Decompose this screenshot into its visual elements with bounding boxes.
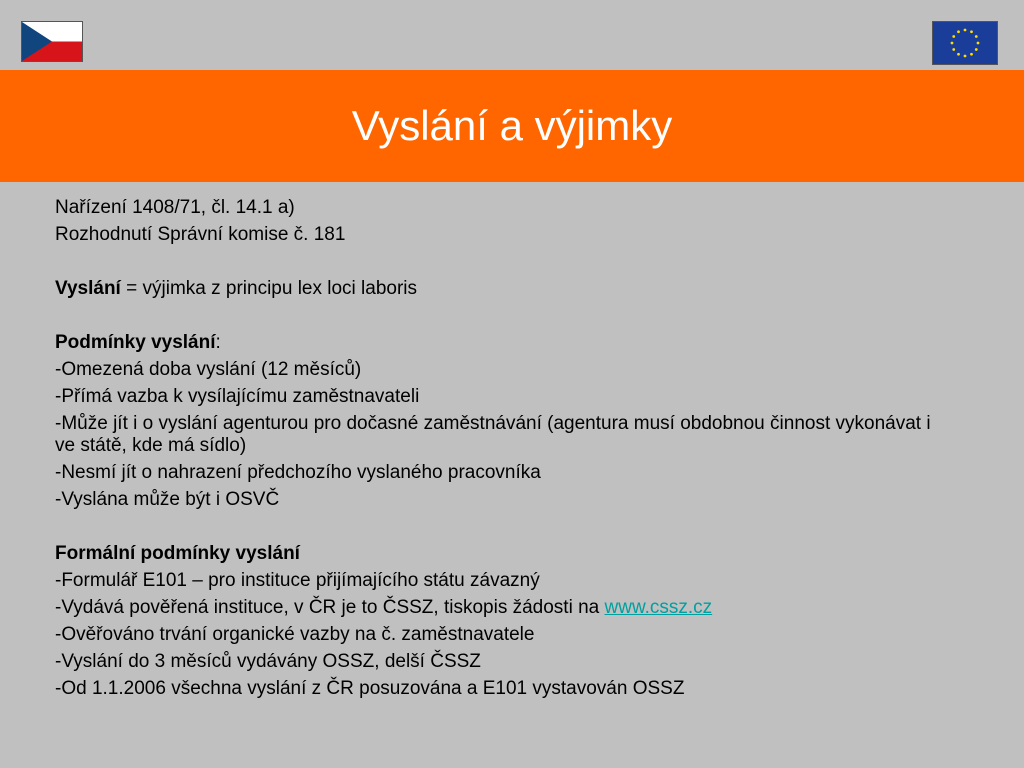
eu-stars-graphic [933,22,997,64]
list-item: -Vyslána může být i OSVČ [55,489,280,510]
eu-star [975,48,978,51]
definition-term: Vyslání [55,278,121,299]
definition-text: = výjimka z principu lex loci laboris [120,278,418,299]
regulation-reference: Nařízení 1408/71, čl. 14.1 a) [55,197,295,218]
list-item: -Může jít i o vyslání agenturou pro dočasné zaměstnávání (agentura musí obdobnou činnost vykonávat i ve státě, kde má sídlo) [55,413,936,456]
conditions-heading-colon: : [215,332,221,353]
czech-flag-icon [21,21,83,62]
conditions-heading-line [55,329,935,356]
decision-reference: Rozhodnutí Správní komise č. 181 [55,224,346,245]
formal-heading: Formální podmínky vyslání [55,543,300,564]
eu-star [970,30,973,33]
list-item: -Ověřováno trvání organické vazby na č. zaměstnavatele [55,624,535,645]
eu-star [957,30,960,33]
list-item: -Formulář E101 – pro instituce přijímajícího státu závazný [55,570,540,591]
eu-star [977,42,980,45]
conditions-heading: Podmínky vyslání [55,332,216,353]
list-item: -Vyslání do 3 měsíců vydávány OSSZ, delší ČSSZ [55,651,481,672]
list-item: -Přímá vazba k vysílajícímu zaměstnavateli [55,386,420,407]
cssz-link[interactable]: www.cssz.cz [604,597,713,618]
eu-star [952,35,955,38]
title-band [0,70,1024,182]
eu-star [951,42,954,45]
eu-star [952,48,955,51]
formal-heading-line [55,540,935,567]
list-item-with-link [55,594,935,621]
eu-star [975,35,978,38]
eu-star [964,55,967,58]
czech-flag-graphic [22,22,82,61]
eu-flag-icon [932,21,998,65]
eu-star [957,53,960,56]
eu-star [970,53,973,56]
list-item: -Omezená doba vyslání (12 měsíců) [55,359,362,380]
spacer [55,248,935,275]
spacer [55,513,935,540]
list-item: -Od 1.1.2006 všechna vyslání z ČR posuzována a E101 vystavován OSSZ [55,678,685,699]
page-title: Vyslání a výjimky [351,102,673,149]
list-item-text: -Vydává pověřená instituce, v ČR je to ČSSZ, tiskopis žádosti na [55,597,605,618]
list-item: -Nesmí jít o nahrazení předchozího vyslaného pracovníka [55,462,541,483]
definition-line [55,275,935,302]
spacer [55,302,935,329]
eu-star [964,29,967,32]
slide-content [55,194,935,702]
